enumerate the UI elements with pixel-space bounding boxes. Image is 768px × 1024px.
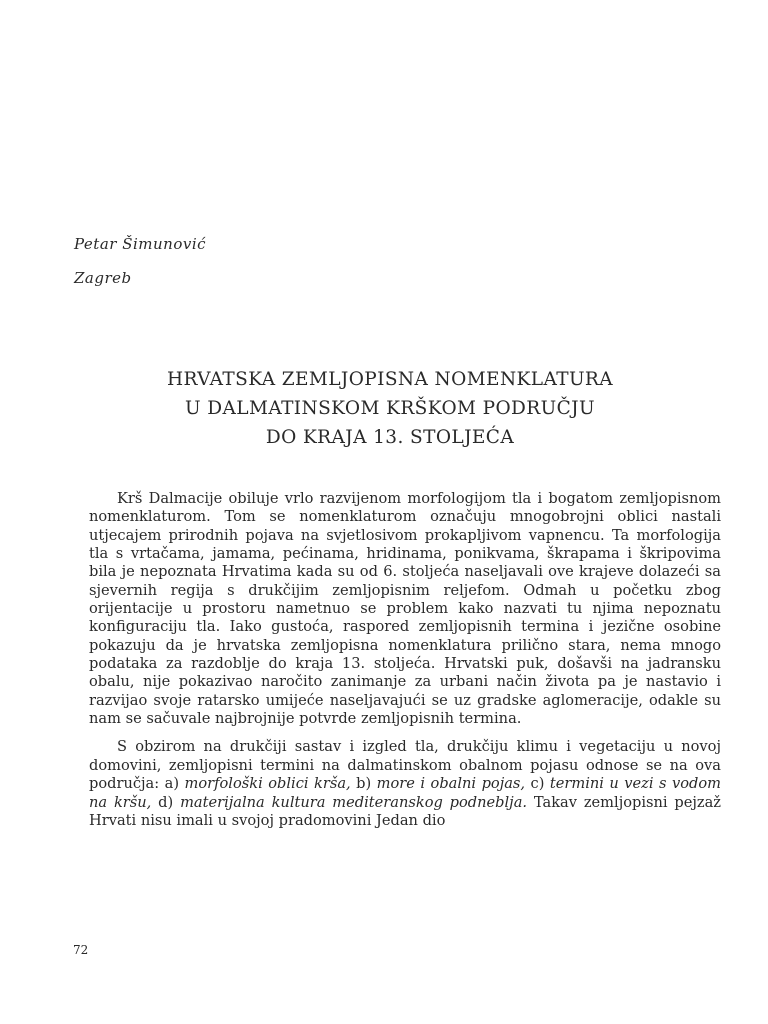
emphasis-text: termini u vezi s vodom na kršu, [89, 775, 721, 811]
paragraph-text: c) [525, 775, 550, 793]
paragraph-text: d) [151, 793, 181, 811]
paragraph-1: Krš Dalmacije obiluje vrlo razvijenom morfologijom tla i bogatom zemljopisnom nomenklaturom. Tom se nomenklaturom označuju mnogobrojni oblici nastali utjecajem prirodnih pojava na svjetlosivom prokapljivom vapnencu. Ta morfologija tla s vrtačama, jamama, pećinama, hridinama, ponikvama, škrapama i škripovima bila je nepoznata Hrvatima kada su od 6. stoljeća naseljavali ove krajeve dolazeći sa sjevernih regija s drukčijim zemljopisnim reljefom. Odmah u početku zbog orijentacije u prostoru nametnuo se problem kako nazvati tu njima nepoznatu konfiguraciju tla. Iako gustoća, raspored zemljopisnih termina i jezične osobine pokazuju da je hrvatska zemljopisna nomenklatura prilično stara, nema mnogo podataka za razdoblje do kraja 13. stoljeća. Hrvatski puk, došavši na jadransku obalu, nije pokazivao naročito zanimanje za urbani način života pa je nastavio i razvijao svoje ratarsko umijeće naseljavajući se uz gradske aglomeracije, odakle su nam se sačuvale najbrojnije potvrde zemljopisnih termina. [89, 490, 721, 728]
author-name: Petar Šimunović [74, 235, 207, 253]
article-title [60, 365, 720, 452]
paragraph-2 [89, 738, 721, 830]
article-body [89, 490, 721, 830]
emphasis-text: morfološki oblici krša, [184, 775, 351, 793]
author-city: Zagreb [74, 269, 132, 287]
page-number: 72 [73, 943, 89, 957]
paragraph-text: b) [350, 775, 377, 793]
emphasis-text: materijalna kultura mediteranskog podneblja. [180, 793, 528, 811]
emphasis-text: more i obalni pojas, [376, 775, 526, 793]
paragraph-text: S obzirom na drukčiji sastav i izgled tla, drukčiju klimu i vegetaciju u novoj domovini, zemljopisni termini na dalmatinskom obalnom pojasu odnose se na ova područja: a) [89, 738, 721, 793]
paragraph-text: Takav zemljopisni pejzaž Hrvati nisu imali u svojoj pradomovini Jedan dio [89, 793, 721, 829]
title-line: U DALMATINSKOM KRŠKOM PODRUČJU [185, 398, 595, 419]
title-line: HRVATSKA ZEMLJOPISNA NOMENKLATURA [166, 369, 614, 390]
title-line: DO KRAJA 13. STOLJEĆA [265, 427, 515, 448]
